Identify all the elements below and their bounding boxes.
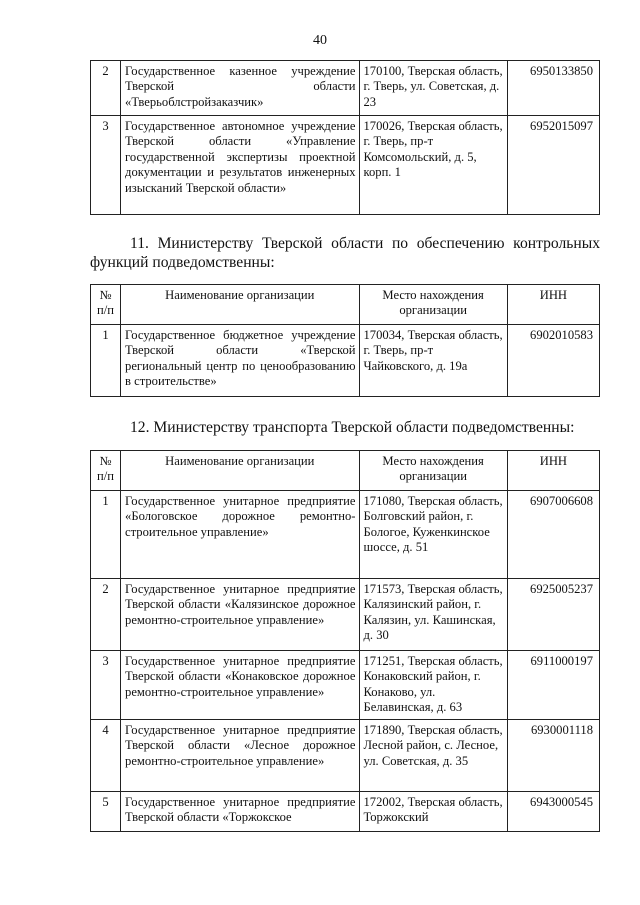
org-address: 171080, Тверская область, Болговский район, г. Бологое, Куженкинское шоссе, д. 51	[359, 491, 507, 579]
org-inn: 6943000545	[507, 792, 599, 832]
org-name: Государственное автономное учреждение Тверской области «Управление государственной экспертизы проектной документации и результатов инженерных изысканий Тверской области»	[121, 116, 359, 215]
table-header-row	[91, 451, 600, 491]
table-header-row	[91, 285, 600, 325]
org-address: 171890, Тверская область, Лесной район, с. Лесное, ул. Советская, д. 35	[359, 720, 507, 792]
table-row	[91, 116, 600, 215]
org-address: 170034, Тверская область, г. Тверь, пр-т Чайковского, д. 19а	[359, 325, 507, 397]
row-num: 5	[91, 792, 121, 832]
row-num: 1	[91, 491, 121, 579]
header-inn: ИНН	[507, 285, 599, 325]
header-name: Наименование организации	[121, 451, 359, 491]
org-name: Государственное унитарное предприятие Тверской области «Лесное дорожное ремонтно-строительное управление»	[121, 720, 359, 792]
org-name: Государственное казенное учреждение Тверской области «Тверьоблстройзаказчик»	[121, 61, 359, 116]
org-name: Государственное унитарное предприятие «Бологовское дорожное ремонтно-строительное управление»	[121, 491, 359, 579]
org-inn: 6925005237	[507, 579, 599, 651]
org-inn: 6907006608	[507, 491, 599, 579]
row-num: 2	[91, 579, 121, 651]
table-row	[91, 61, 600, 116]
table-row	[91, 491, 600, 579]
header-inn: ИНН	[507, 451, 599, 491]
table-row	[91, 325, 600, 397]
row-num: 3	[91, 651, 121, 720]
org-inn: 6952015097	[507, 116, 599, 215]
org-address: 171573, Тверская область, Калязинский район, г. Калязин, ул. Кашинская, д. 30	[359, 579, 507, 651]
org-address: 171251, Тверская область, Конаковский район, г. Конаково, ул. Белавинская, д. 63	[359, 651, 507, 720]
org-inn: 6911000197	[507, 651, 599, 720]
org-inn: 6950133850	[507, 61, 599, 116]
org-address: 172002, Тверская область, Торжокский	[359, 792, 507, 832]
section-11-heading: 11. Министерству Тверской области по обеспечению контрольных функций подведомственны:	[90, 235, 600, 271]
table-top	[90, 60, 600, 215]
header-address: Место нахождения организации	[359, 285, 507, 325]
header-num: № п/п	[91, 451, 121, 491]
row-num: 1	[91, 325, 121, 397]
org-name: Государственное бюджетное учреждение Тверской области «Тверской региональный центр по ценообразованию в строительстве»	[121, 325, 359, 397]
org-inn: 6930001118	[507, 720, 599, 792]
row-num: 3	[91, 116, 121, 215]
org-inn: 6902010583	[507, 325, 599, 397]
table-row	[91, 651, 600, 720]
row-num: 2	[91, 61, 121, 116]
table-section-11	[90, 284, 600, 397]
org-name: Государственное унитарное предприятие Тверской области «Торжокское	[121, 792, 359, 832]
org-address: 170026, Тверская область, г. Тверь, пр-т Комсомольский, д. 5, корп. 1	[359, 116, 507, 215]
table-row	[91, 792, 600, 832]
table-row	[91, 720, 600, 792]
header-name: Наименование организации	[121, 285, 359, 325]
header-address: Место нахождения организации	[359, 451, 507, 491]
org-address: 170100, Тверская область, г. Тверь, ул. Советская, д. 23	[359, 61, 507, 116]
header-num: № п/п	[91, 285, 121, 325]
table-row	[91, 579, 600, 651]
section-12-heading: 12. Министерству транспорта Тверской области подведомственны:	[130, 419, 575, 436]
page-number: 40	[313, 33, 327, 48]
org-name: Государственное унитарное предприятие Тверской области «Конаковское дорожное ремонтно-строительное управление»	[121, 651, 359, 720]
table-section-12	[90, 450, 600, 832]
org-name: Государственное унитарное предприятие Тверской области «Калязинское дорожное ремонтно-строительное управление»	[121, 579, 359, 651]
row-num: 4	[91, 720, 121, 792]
